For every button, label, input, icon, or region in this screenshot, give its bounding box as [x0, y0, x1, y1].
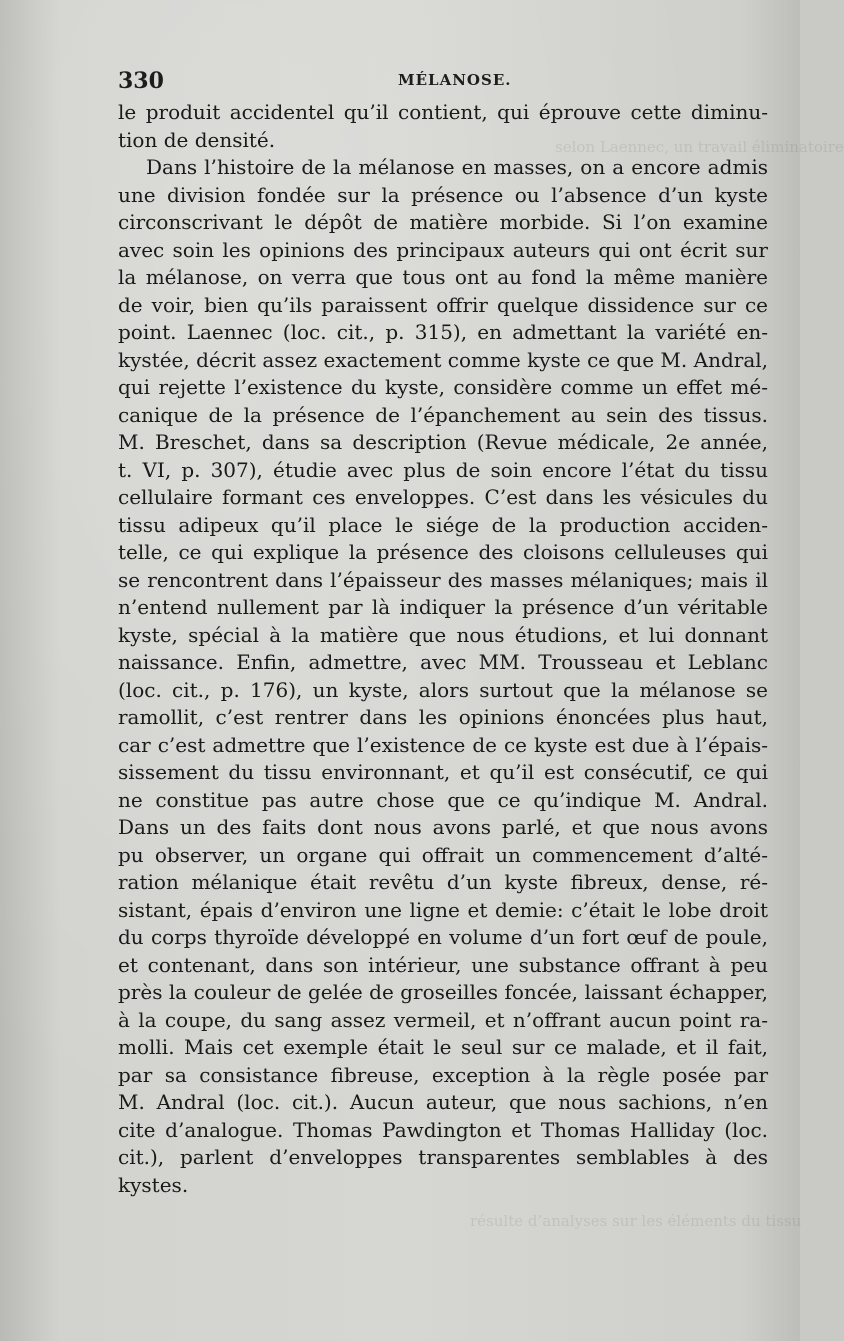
text-line: M. Andral (loc. cit.). Aucun auteur, que nous sachions, n’en	[118, 1090, 768, 1114]
text-line: car c’est admettre que l’existence de ce kyste est due à l’épais-	[118, 732, 768, 757]
text-line: et contenant, dans son intérieur, une substance offrant à peu	[118, 952, 768, 977]
text-line: se rencontrent dans l’épaisseur des masses mélaniques; mais il	[118, 567, 768, 592]
text-line: M. Breschet, dans sa description (Revue médicale, 2e année,	[118, 430, 768, 454]
text-line: n’entend nullement par là indiquer la présence d’un véritable	[118, 595, 768, 619]
text-line: près la couleur de gelée de groseilles foncée, laissant échapper,	[118, 980, 768, 1004]
text-line: cit.), parlent d’enveloppes transparentes semblables à des	[118, 1145, 768, 1169]
text-line: kyste, spécial à la matière que nous étudions, et lui donnant	[118, 622, 768, 647]
text-line: à la coupe, du sang assez vermeil, et n’offrant aucun point ra-	[118, 1007, 768, 1032]
text-line: une division fondée sur la présence ou l’absence d’un kyste	[118, 182, 768, 207]
text-line: kystée, décrit assez exactement comme kyste ce que M. Andral,	[118, 347, 768, 372]
text-line: telle, ce qui explique la présence des cloisons celluleuses qui	[118, 540, 768, 564]
page-number: 330	[118, 68, 164, 94]
text-line: circonscrivant le dépôt de matière morbide. Si l’on examine	[118, 210, 768, 234]
body-text	[118, 99, 768, 1199]
show-through-text: résulte d’analyses sur les éléments du tissu	[470, 1212, 802, 1230]
text-line: ration mélanique était revêtu d’un kyste fibreux, dense, ré-	[118, 870, 768, 894]
text-line: qui rejette l’existence du kyste, considère comme un effet mé-	[118, 375, 768, 399]
running-head	[118, 68, 768, 98]
text-line: ramollit, c’est rentrer dans les opinions énoncées plus haut,	[118, 705, 768, 729]
text-line: sistant, épais d’environ une ligne et demie: c’était le lobe droit	[118, 897, 768, 922]
text-line: (loc. cit., p. 176), un kyste, alors surtout que la mélanose se	[118, 677, 768, 702]
text-line: t. VI, p. 307), étudie avec plus de soin encore l’état du tissu	[118, 457, 768, 482]
show-through-text: selon Laennec, un travail éliminatoire	[555, 138, 844, 156]
running-title: MÉLANOSE.	[398, 71, 512, 89]
text-line: kystes.	[118, 1172, 189, 1197]
text-line: avec soin les opinions des principaux auteurs qui ont écrit sur	[118, 237, 768, 262]
text-line: tissu adipeux qu’il place le siége de la production acciden-	[118, 512, 768, 537]
text-line: du corps thyroïde développé en volume d’un fort œuf de poule,	[118, 925, 768, 949]
text-line: cellulaire formant ces enveloppes. C’est dans les vésicules du	[118, 485, 768, 509]
text-line: sissement du tissu environnant, et qu’il est consécutif, ce qui	[118, 760, 768, 784]
text-line: naissance. Enfin, admettre, avec MM. Trousseau et Leblanc	[118, 650, 768, 674]
text-line: Dans un des faits dont nous avons parlé, et que nous avons	[118, 815, 768, 839]
text-line: la mélanose, on verra que tous ont au fond la même manière	[118, 265, 768, 289]
text-line: pu observer, un organe qui offrait un commencement d’alté-	[118, 842, 768, 867]
text-line: point. Laennec (loc. cit., p. 315), en admettant la variété en-	[118, 320, 768, 344]
text-line: tion de densité.	[118, 127, 276, 152]
text-line: cite d’analogue. Thomas Pawdington et Thomas Halliday (loc.	[118, 1117, 768, 1142]
text-line: molli. Mais cet exemple était le seul sur ce malade, et il fait,	[118, 1035, 768, 1059]
text-line: par sa consistance fibreuse, exception à la règle posée par	[118, 1062, 768, 1087]
text-line: canique de la présence de l’épanchement au sein des tissus.	[118, 402, 768, 427]
text-line: le produit accidentel qu’il contient, qui éprouve cette diminu-	[118, 100, 768, 124]
text-line: Dans l’histoire de la mélanose en masses, on a encore admis	[146, 155, 768, 179]
text-line: de voir, bien qu’ils paraissent offrir quelque dissidence sur ce	[118, 292, 768, 317]
text-line: ne constitue pas autre chose que ce qu’indique M. Andral.	[118, 787, 768, 812]
